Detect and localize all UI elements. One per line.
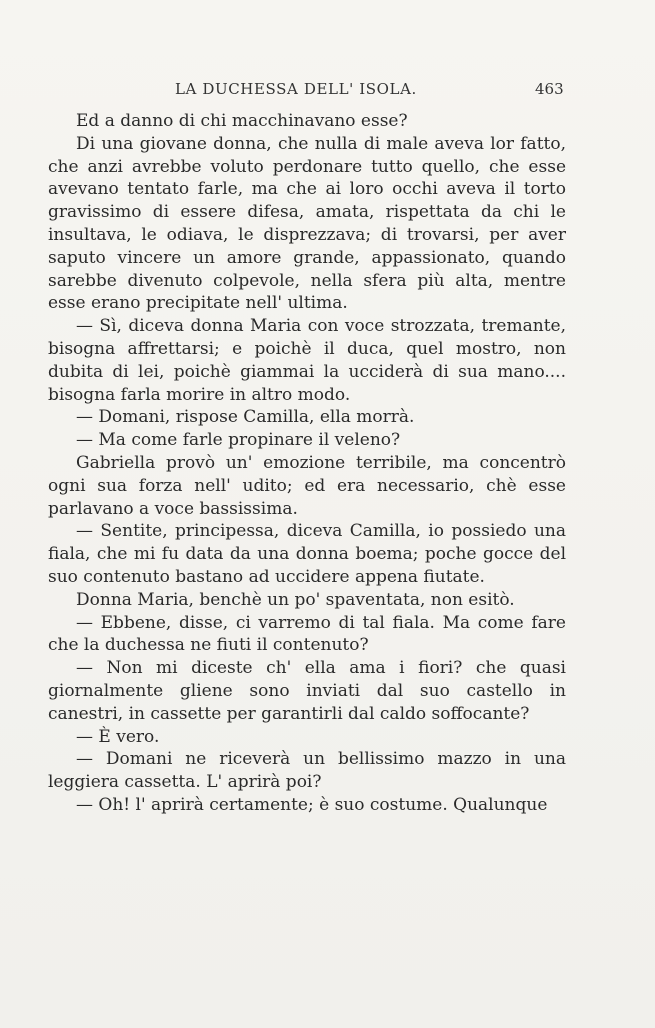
paragraph: Gabriella provò un' emozione terribile, ma concentrò ogni sua forza nell' udito; ed era necessario, chè esse parlavano a voce bassissima. (48, 452, 566, 519)
paragraph: — Non mi diceste ch' ella ama i fiori? che quasi giornalmente gliene sono inviati dal suo castello in canestri, in cassette per garantirli dal caldo soffocante? (48, 658, 566, 724)
paragraph: — Domani ne riceverà un bellissimo mazzo in una leggiera cassetta. L' aprirà poi? (48, 749, 566, 793)
paragraph: — Sì, diceva donna Maria con voce strozzata, tremante, bisogna affrettarsi; e poichè il duca, quel mostro, non dubita di lei, poichè giammai la ucciderà di sua mano.... bisogna farla morire in altro modo. (48, 316, 566, 405)
running-title: LA DUCHESSA DELL' ISOLA. (175, 80, 417, 98)
paragraph: — Ebbene, disse, ci varremo di tal fiala. Ma come fare che la duchessa ne fiuti il contenuto? (48, 612, 566, 656)
paragraph: — Domani, rispose Camilla, ella morrà. (76, 407, 415, 428)
paragraph: — È vero. (76, 726, 160, 747)
body-text (48, 110, 566, 817)
paragraph: — Sentite, principessa, diceva Camilla, io possiedo una fiala, che mi fu data da una donna boema; poche gocce del suo contenuto bastano ad uccidere appena fiutate. (48, 521, 566, 587)
paragraph: Di una giovane donna, che nulla di male aveva lor fatto, che anzi avrebbe voluto perdonare tutto quello, che esse avevano tentato farle, ma che ai loro occhi aveva il torto gravissimo di essere difesa, amata, rispettata da chi le insultava, le odiava, le disprezzava; di trovarsi, per aver saputo vincere un amore grande, appassionato, quando sarebbe divenuto colpevole, nella sfera più alta, mentre esse erano precipitate nell' ultima. (48, 133, 566, 314)
paragraph: Donna Maria, benchè un po' spaventata, non esitò. (76, 589, 515, 610)
paragraph: — Ma come farle propinare il veleno? (76, 430, 401, 451)
paragraph: — Oh! l' aprirà certamente; è suo costume. Qualunque (76, 794, 548, 815)
paragraph: Ed a danno di chi macchinavano esse? (76, 111, 408, 131)
page-number: 463 (535, 80, 564, 98)
